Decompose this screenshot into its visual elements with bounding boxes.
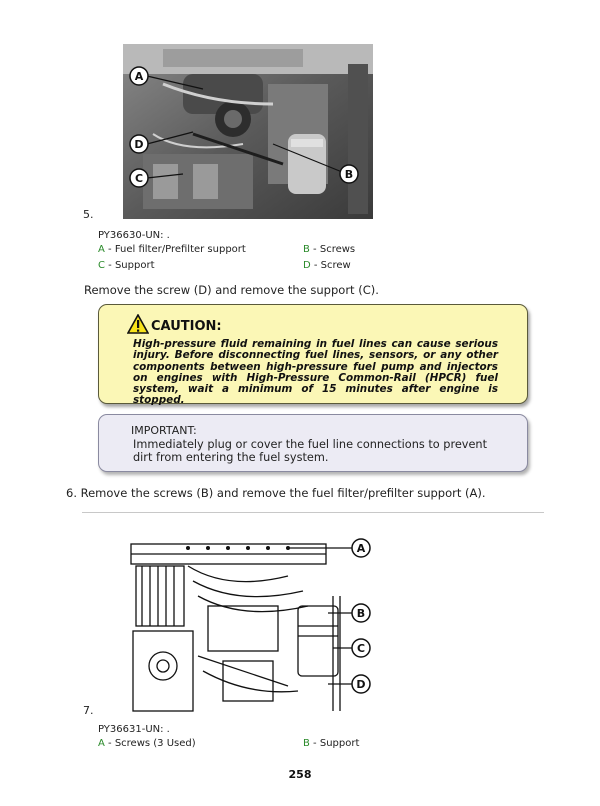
engine-line-drawing-illustration: [128, 536, 373, 714]
callout-b: [340, 165, 358, 183]
step-5-instruction: Remove the screw (D) and remove the support (C).: [84, 283, 379, 297]
legend-letter: C: [98, 260, 105, 271]
callout-d: [130, 135, 148, 153]
legend-letter: D: [303, 260, 311, 271]
caution-body: High-pressure fluid remaining in fuel lines can cause serious injury. Before disconnecting fuel lines, sensors, or any other components between high-pressure fuel pump and injectors on engines with High-Pressure Common-Rail (HPCR) fuel system, wait a minimum of 15 minutes after engine is stopped.: [133, 338, 498, 407]
section-divider: [82, 512, 544, 513]
legend-item-b: B - Support: [303, 738, 360, 749]
legend-item-a: A - Fuel filter/Prefilter support: [98, 244, 246, 255]
warning-triangle-icon: [127, 314, 149, 334]
svg-text:D: D: [356, 678, 366, 691]
callout-a: [130, 67, 148, 85]
svg-text:B: B: [344, 168, 354, 181]
callout-b: [352, 604, 370, 622]
svg-text:D: D: [134, 138, 144, 151]
svg-text:C: C: [356, 642, 366, 655]
engine-photo-illustration: [123, 44, 373, 219]
legend-text: Screw: [320, 260, 351, 271]
caution-box: [98, 304, 528, 407]
legend-item-b: B - Screws: [303, 244, 356, 255]
legend-letter: A: [98, 738, 105, 749]
engine-photo-figure-1: [123, 44, 373, 219]
legend-letter: B: [303, 738, 310, 749]
svg-text:A: A: [356, 542, 366, 555]
svg-text:B: B: [356, 607, 366, 620]
svg-text:C: C: [134, 172, 144, 185]
important-box: [98, 414, 528, 472]
page-number: 258: [288, 768, 312, 781]
callout-a: [352, 539, 370, 557]
callout-d: [352, 675, 370, 693]
legend-item-d: D - Screw: [303, 260, 351, 271]
legend-item-a: A - Screws (3 Used): [98, 738, 196, 749]
legend-text: Support: [319, 738, 360, 749]
callout-c: [130, 169, 148, 187]
figure-2-caption-id: PY36631-UN: .: [98, 724, 170, 735]
legend-item-c: C - Support: [98, 260, 155, 271]
legend-text: Fuel filter/Prefilter support: [114, 244, 246, 255]
important-body: Immediately plug or cover the fuel line connections to prevent dirt from entering the fuel system.: [133, 438, 488, 464]
legend-text: Screws (3 Used): [114, 738, 196, 749]
legend-text: Support: [114, 260, 155, 271]
important-title: IMPORTANT:: [131, 424, 197, 437]
svg-text:A: A: [134, 70, 144, 83]
legend-letter: B: [303, 244, 310, 255]
figure-1-caption-id: PY36630-UN: .: [98, 230, 170, 241]
step-6-instruction: 6. Remove the screws (B) and remove the fuel filter/prefilter support (A).: [66, 486, 486, 500]
callout-c: [352, 639, 370, 657]
step-number-5: 5.: [83, 208, 94, 221]
caution-title: CAUTION:: [151, 319, 222, 334]
legend-text: Screws: [319, 244, 356, 255]
legend-letter: A: [98, 244, 105, 255]
engine-line-drawing-figure-2: [128, 536, 373, 714]
step-number-7: 7.: [83, 704, 94, 717]
